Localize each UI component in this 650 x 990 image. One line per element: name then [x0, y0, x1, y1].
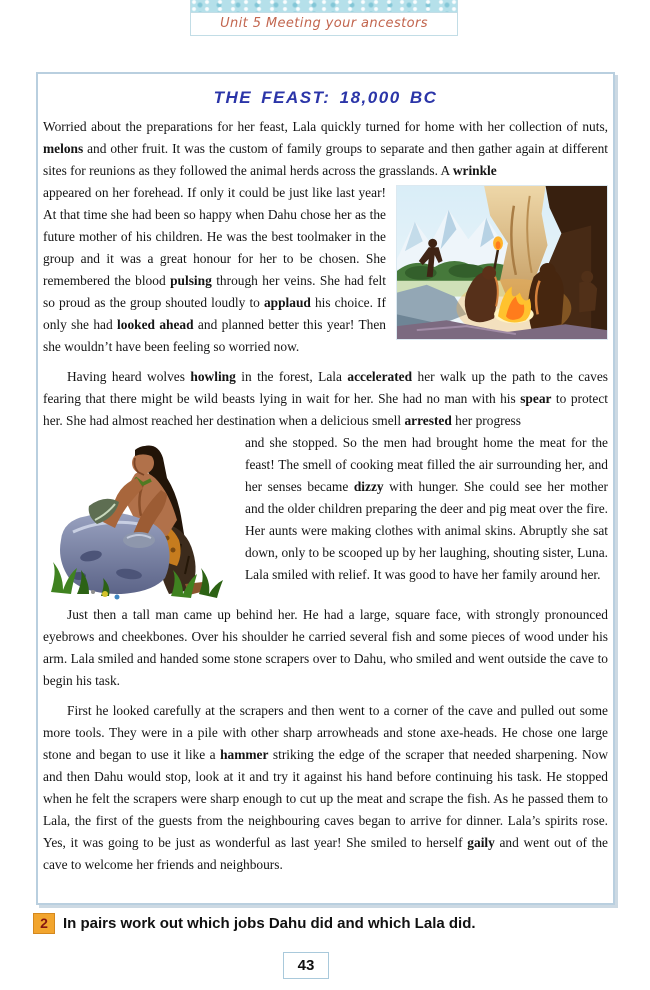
exercise-2: [33, 913, 617, 934]
paragraph-2-continued: [43, 432, 608, 586]
passage-title: THE FEAST: 18,000 BC: [213, 88, 438, 107]
unit-header-texture-band: [191, 0, 457, 13]
reading-passage-box: [36, 72, 615, 905]
exercise-instruction: In pairs work out which jobs Dahu did and which Lala did.: [63, 915, 476, 932]
paragraph-4: First he looked carefully at the scrapers and then went to a corner of the cave and pulled out some more tools. They were in a pile with other sharp arrowheads and stone axe-heads. He chose one large stone and began to use it like a hammer striking the edge of the scraper that needed sharpening. Now and then Dahu would stop, look at it and try it against his hand before continuing his task. He stopped when he felt the scrapers were sharp enough to cut up the meat and scrape the fish. As he passed them to Lala, the first of the guests from the neighbouring caves began to arrive for dinner. Lala’s spirits rose. Yes, it was going to be just as wonderful as last year! She smiled to herself gaily and went out of the cave to welcome her friends and neighbours.: [43, 703, 609, 872]
paragraph-2-intro: Having heard wolves howling in the forest, Lala accelerated her walk up the path to the caves fearing that there might be wild beasts lying in wait for her. She had no man with his spear to protect her. She had almost reached her destination when a delicious smell arrested her progress: [43, 369, 608, 428]
paragraph-1-continued-text: appeared on her forehead. If only it could be just like last year! At that time she had been so happy when Dahu chose her as the future mother of his children. He was the best toolmaker in the group and it was a great honour for her to be chosen. She remembered the blood pulsing through her veins. She had felt so proud as the group shouted loudly to applaud his choice. If only she had looked ahead and planned better this year! Then she wouldn’t have been feeling so worried now.: [43, 185, 386, 354]
exercise-number-badge: 2: [33, 913, 55, 934]
unit-header: [190, 0, 458, 36]
paragraph-1-intro: Worried about the preparations for her feast, Lala quickly turned for home with her collection of nuts, melons and other fruit. It was the custom of family groups to separate and then gather again at different sites for reunions as they followed the animal herds across the grasslands. A wrinkle: [43, 119, 608, 178]
cave-feast-illustration: [396, 185, 608, 340]
unit-title: Unit 5 Meeting your ancestors: [220, 16, 428, 31]
page-number: 43: [283, 952, 329, 979]
paragraph-3: Just then a tall man came up behind her. He had a large, square face, with strongly pronounced eyebrows and cheekbones. Over his shoulder he carried several fish and some pieces of wood under his arm. Lala smiled and handed some stone scrapers over to Dahu, who smiled and went outside the cave to begin his task.: [43, 607, 608, 688]
paragraph-1-continued: [43, 182, 608, 358]
paragraph-2-continued-text: and she stopped. So the men had brought home the meat for the feast! The smell of cooking meat filled the air surrounding her, and her senses became dizzy with hunger. She could see her mother and the older children preparing the deer and pig meat over the fire. Her aunts were making clothes with animal skins. Abruptly she sat down, only to be scooped up by her laughing, shouting sister, Luna. Lala smiled with relief. It was good to have her family around her.: [245, 435, 608, 582]
toolmaker-illustration: [43, 434, 233, 602]
